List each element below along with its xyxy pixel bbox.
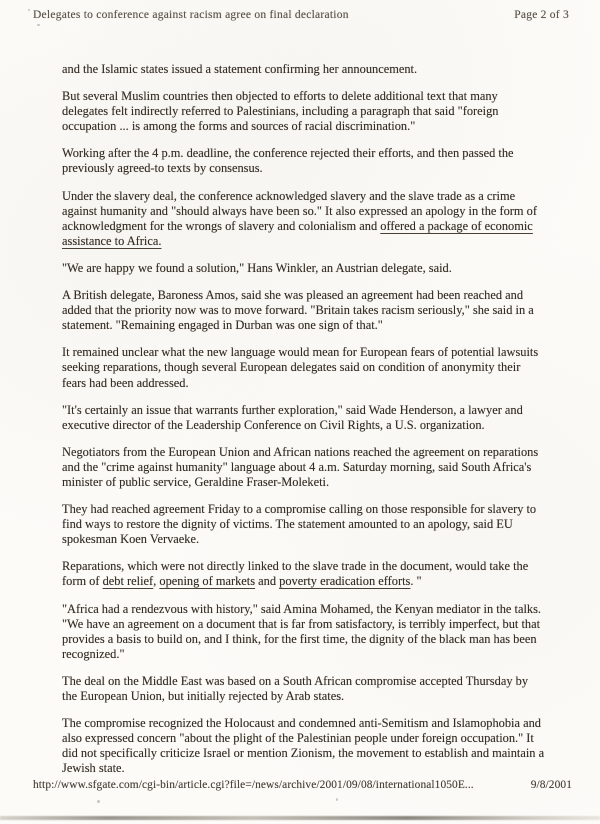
article-paragraph (62, 89, 545, 134)
article-paragraph (62, 674, 545, 704)
article-paragraph (62, 559, 545, 589)
text-segment: "Africa had a rendezvous with history," said Amina Mohamed, the Kenyan mediator in the talks. "We have an agreement on a document that is far from satisfactory, is terribly imperfect, but that provides a basis to build on, and I think, for the first time, the dignity of the black man has been recognized." (62, 601, 541, 661)
print-footer (33, 779, 572, 791)
scan-speck (37, 24, 40, 26)
article-paragraph (62, 146, 545, 176)
text-segment: Under the slavery deal, the conference acknowledged slavery and the slave trade as a crime against humanity and "should always have been so." It also expressed an apology in the form of acknowledgment for the wrongs of slavery and colonialism and (62, 188, 537, 233)
text-segment: A British delegate, Baroness Amos, said she was pleased an agreement had been reached and added that the priority now was to move forward. "Britain takes racism seriously," she said in a statement. "Remaining engaged in Durban was one sign of that." (62, 288, 534, 333)
article-paragraph (62, 502, 545, 547)
text-segment: But several Muslim countries then objected to efforts to delete additional text that many delegates felt indirectly referred to Palestinians, including a paragraph that said "foreign occupation ... is among the forms and sources of racial discrimination." (62, 89, 499, 134)
footer-date: 9/8/2001 (530, 779, 572, 791)
underlined-phrase: offered a package of economic assistance to Africa. (62, 218, 533, 248)
text-segment: "It's certainly an issue that warrants further exploration," said Wade Henderson, a lawyer and executive director of the Leadership Conference on Civil Rights, a U.S. organization. (62, 402, 523, 432)
text-segment: They had reached agreement Friday to a compromise calling on those responsible for slavery to find ways to restore the dignity of victims. The statement amounted to an apology, said EU spokesman Koen Vervaeke. (62, 502, 537, 547)
scan-speck (28, 9, 30, 11)
underlined-phrase: debt relief (102, 574, 154, 589)
header-page-number: Page 2 of 3 (514, 9, 569, 21)
article-paragraph (62, 345, 545, 390)
article-paragraph (62, 716, 545, 776)
text-segment: . " (410, 574, 422, 589)
text-segment: The deal on the Middle East was based on a South African compromise accepted Thursday by the European Union, but initially rejected by Arab states. (62, 673, 529, 703)
article-paragraph (62, 261, 545, 276)
text-segment: "We are happy we found a solution," Hans Winkler, an Austrian delegate, said. (62, 260, 452, 275)
article-paragraph (62, 602, 545, 662)
text-segment: Negotiators from the European Union and African nations reached the agreement on reparations and the "crime against humanity" language about 4 a.m. Saturday morning, said South Africa's minister of public service, Geraldine Fraser-Moleketi. (62, 444, 539, 489)
footer-url: http://www.sfgate.com/cgi-bin/article.cgi?file=/news/archive/2001/09/08/international1050E... (33, 779, 474, 791)
article-paragraph (62, 403, 545, 433)
underlined-phrase: poverty eradication efforts (279, 574, 411, 589)
article-paragraph (62, 288, 545, 333)
text-segment: , (153, 574, 160, 589)
header-title: Delegates to conference against racism agree on final declaration (33, 9, 349, 21)
text-segment: It remained unclear what the new language would mean for European fears of potential lawsuits seeking reparations, though several European delegates said on condition of anonymity their fears had been addressed. (62, 345, 539, 390)
article-paragraph (62, 445, 545, 490)
text-segment: Working after the 4 p.m. deadline, the conference rejected their efforts, and then passed the previously agreed-to texts by consensus. (62, 146, 514, 176)
scan-speck (97, 800, 100, 803)
text-segment: The compromise recognized the Holocaust and condemned anti-Semitism and Islamophobia and also expressed concern "about the plight of the Palestinian people under foreign occupation." It did not specifically criticize Israel or mention Zionism, the movement to establish and maintain a Jewish state. (62, 716, 545, 776)
text-segment: Reparations, which were not directly linked to the slave trade in the document, would take the form of (62, 559, 529, 589)
scan-speck (336, 798, 338, 801)
article-paragraph (62, 62, 545, 77)
print-header (33, 9, 569, 21)
text-segment: and (255, 574, 280, 589)
underlined-phrase: opening of markets (159, 574, 256, 589)
article-body (62, 62, 545, 788)
article-paragraph (62, 189, 545, 249)
text-segment: and the Islamic states issued a statement confirming her announcement. (62, 62, 418, 76)
scan-edge-artifact (0, 816, 600, 820)
